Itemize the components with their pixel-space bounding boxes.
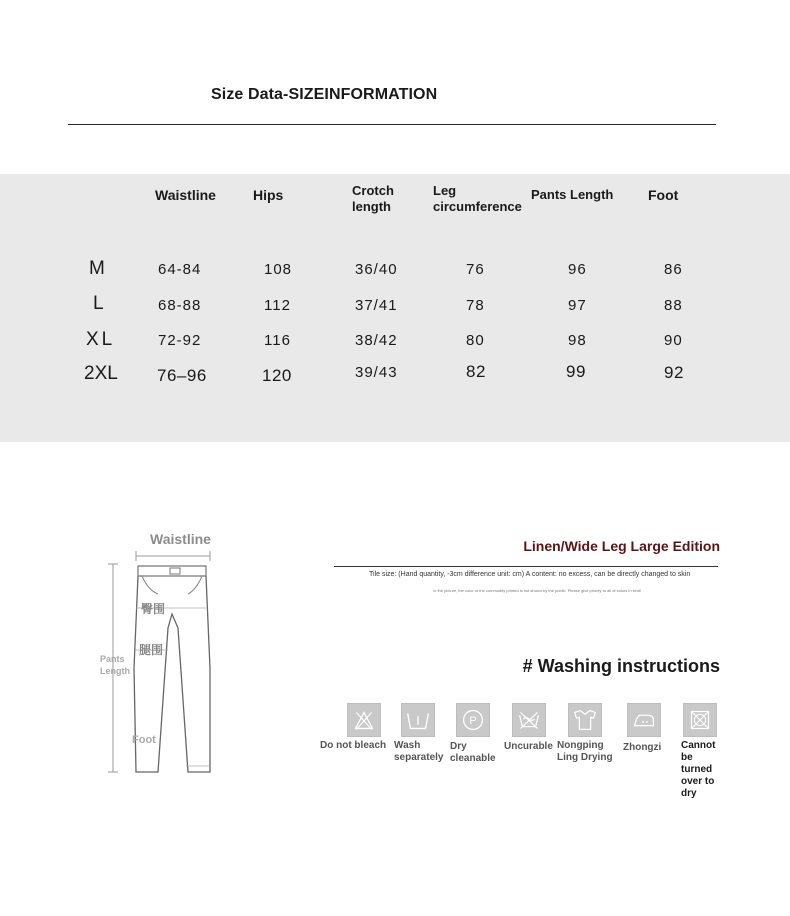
do-not-tumble-dry-icon <box>683 703 717 737</box>
diagram-label-pants-length: Pants Length <box>100 654 130 676</box>
svg-text:P: P <box>469 715 477 728</box>
table-cell: 96 <box>568 261 587 278</box>
wash-label-dry-cleanable: Dry cleanable <box>450 741 496 764</box>
column-header-waistline: Waistline <box>155 187 216 203</box>
table-cell: 97 <box>568 297 587 314</box>
column-header-leg-circumference: Leg circumference <box>433 183 522 214</box>
table-cell: 86 <box>664 261 683 278</box>
size-label-xl: XL <box>86 329 116 350</box>
table-cell: 76–96 <box>157 366 207 385</box>
title-divider <box>68 124 716 125</box>
page-title: Size Data-SIZEINFORMATION <box>211 86 438 103</box>
table-cell: 120 <box>262 366 292 385</box>
edition-divider <box>334 566 718 567</box>
table-cell: 76 <box>466 261 485 278</box>
wash-label-ironing: Zhongzi <box>623 742 662 753</box>
size-label-l: L <box>93 293 104 314</box>
wash-separately-icon <box>401 703 435 737</box>
table-cell: 82 <box>466 362 486 381</box>
table-cell: 80 <box>466 332 485 349</box>
table-cell: 72-92 <box>158 332 202 349</box>
table-cell: 99 <box>566 362 586 381</box>
wash-label-wash-separately: Wash separately <box>394 740 444 763</box>
table-cell: 108 <box>264 261 293 278</box>
column-header-hips: Hips <box>253 187 284 203</box>
table-cell: 68-88 <box>158 297 202 314</box>
dry-cleanable-icon <box>456 703 490 737</box>
edition-title: Linen/Wide Leg Large Edition <box>523 538 720 554</box>
washing-instructions-title: # Washing instructions <box>522 656 720 676</box>
edition-color-note: In the picture, the color of the commodity printed is not shown by the public. Please give priority to all of colors in kind! <box>433 588 642 593</box>
table-cell: 78 <box>466 297 485 314</box>
column-header-crotch-length: Crotch length <box>352 183 394 214</box>
table-cell: 64-84 <box>158 261 202 278</box>
uncurable-icon <box>512 703 546 737</box>
wash-label-do-not-bleach: Do not bleach <box>320 740 387 751</box>
table-cell: 39/43 <box>355 364 398 381</box>
diagram-label-foot: Foot <box>132 734 156 746</box>
table-cell: 116 <box>264 332 291 349</box>
table-cell: 36/40 <box>355 261 398 278</box>
column-header-pants-length: Pants Length <box>531 187 614 202</box>
wash-label-do-not-tumble-dry: Cannot be turned over to dry <box>681 740 716 799</box>
size-label-m: M <box>89 258 105 279</box>
column-header-foot: Foot <box>648 187 679 203</box>
diagram-label-thigh: 腿围 <box>139 643 164 657</box>
hang-drying-icon <box>568 703 602 737</box>
wash-label-uncurable: Uncurable <box>504 741 553 752</box>
table-cell: 112 <box>264 297 291 314</box>
table-cell: 90 <box>664 332 683 349</box>
diagram-label-waistline: Waistline <box>150 531 211 547</box>
diagram-label-hip: 臀围 <box>141 602 166 616</box>
size-label-2xl: 2XL <box>84 363 118 384</box>
table-cell: 37/41 <box>355 297 398 314</box>
table-cell: 98 <box>568 332 587 349</box>
table-cell: 38/42 <box>355 332 398 349</box>
table-cell: 92 <box>664 363 684 382</box>
edition-size-note: Tile size: (Hand quantity, -3cm difference unit: cm) A content: no excess, can be directly changed to skin <box>369 571 691 578</box>
do-not-bleach-icon <box>347 703 381 737</box>
wash-label-hang-drying: Nongping Ling Drying <box>557 740 613 763</box>
table-cell: 88 <box>664 297 683 314</box>
ironing-icon <box>627 703 661 737</box>
